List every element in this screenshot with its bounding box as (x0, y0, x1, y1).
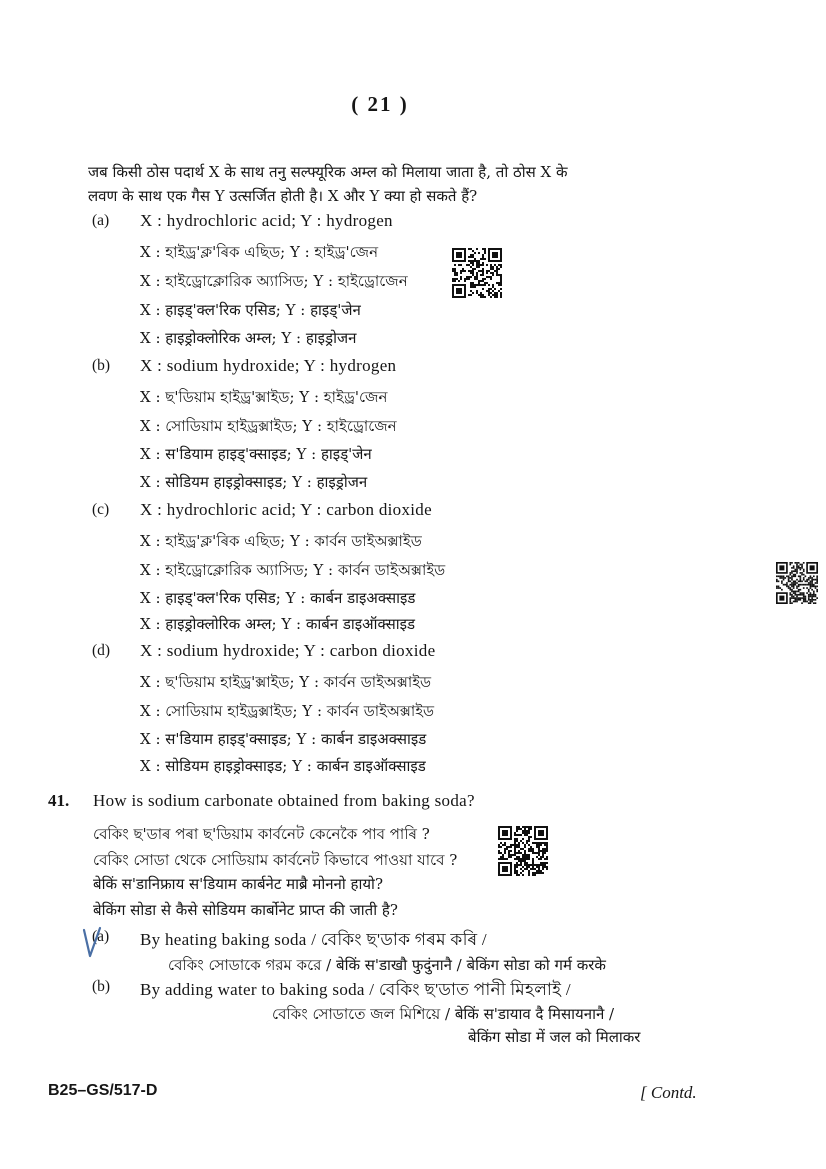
option-a-label: (a) (92, 212, 110, 229)
option-b-label: (b) (92, 357, 111, 374)
option-c-label: (c) (92, 501, 110, 518)
option-d-line: X : সোডিয়াম হাইড্রক্সাইড; Y : কার্বন ডাইঅক্সাইড (140, 702, 435, 720)
paper-code-prefix: B25–GS/ (48, 1082, 114, 1099)
option-b-line: X : ছ'ডিয়াম হাইড্ৰ'ক্সাইড; Y : হাইড্ৰ'জেন (140, 388, 388, 406)
option-a-line: X : हाइड्रोक्लोरिक अम्ल; Y : हाइड्रोजन (140, 329, 357, 347)
option-b-line: X : स'डियाम हाइड्'क्साइड; Y : हाइड्'जेन (140, 445, 372, 463)
option-c-line: X : हाइड्'क्ल'रिक एसिड; Y : कार्बन डाइअक्साइड (140, 589, 416, 607)
q41-hindi: बेकिंग सोडा से कैसे सोडियम कार्बोनेट प्राप्त की जाती है? (93, 901, 398, 919)
q40-hindi-line1: जब किसी ठोस पदार्थ X के साथ तनु सल्फ्यूरिक अम्ल को मिलाया जाता है, तो ठोस X के (88, 163, 568, 181)
option-a-line: X : হাইড্রোক্লোরিক অ্যাসিড; Y : হাইড্রোজেন (140, 272, 408, 290)
q41-option-b-line1: By adding water to baking soda / বেকিং ছ'ডাত পানী মিহলাই / (140, 980, 571, 999)
option-c-english: X : hydrochloric acid; Y : carbon dioxide (140, 500, 432, 519)
option-a-line: X : हाइड्'क्ल'रिक एसिड; Y : हाइड्'जेन (140, 301, 361, 319)
q41-english: How is sodium carbonate obtained from baking soda? (93, 791, 475, 810)
q41-option-a-line1: By heating baking soda / বেকিং ছ'ডাক গৰম কৰি / (140, 930, 487, 949)
page-number: ( 21 ) (351, 92, 409, 116)
q41-bodo: बेकिं स'डानिफ्राय स'डियाम कार्बनेट माब्रै मोननो हायो? (93, 875, 383, 893)
option-a-line: X : হাইড্ৰ'ক্ল'ৰিক এছিড; Y : হাইড্ৰ'জেন (140, 243, 379, 261)
q41-number: 41. (48, 791, 70, 810)
option-d-english: X : sodium hydroxide; Y : carbon dioxide (140, 641, 436, 660)
q41-assamese: বেকিং ছ'ডাৰ পৰা ছ'ডিয়াম কাৰ্বনেট কেনেকৈ পাব পাৰি ? (93, 825, 430, 843)
q41-bengali: বেকিং সোডা থেকে সোডিয়াম কার্বনেট কিভাবে পাওয়া যাবে ? (93, 851, 458, 869)
qr-code-icon (452, 248, 502, 298)
option-b-line: X : सोडियम हाइड्रोक्साइड; Y : हाइड्रोजन (140, 473, 368, 491)
tick-mark-icon (78, 922, 118, 962)
paper-code (48, 1082, 157, 1100)
q41-option-b-line2: বেকিং সোডাতে জল মিশিয়ে / बेकिं स'डायाव दै मिसायनानै / (272, 1005, 615, 1023)
q41-option-b-line3: बेकिंग सोडा में जल को मिलाकर (468, 1028, 641, 1046)
q41-option-a-label: (a) (92, 928, 110, 945)
option-d-line: X : ছ'ডিয়াম হাইড্ৰ'ক্সাইড; Y : কাৰ্বন ডাইঅক্সাইড (140, 673, 432, 691)
option-c-line: X : हाइड्रोक्लोरिक अम्ल; Y : कार्बन डाइऑक्साइड (140, 615, 416, 633)
option-c-line: X : হাইড্রোক্লোরিক অ্যাসিড; Y : কার্বন ডাইঅক্সাইড (140, 561, 446, 579)
option-d-line: X : स'डियाम हाइड्'क्साइड; Y : कार्बन डाइअक्साइड (140, 730, 427, 748)
option-d-line: X : सोडियम हाइड्रोक्साइड; Y : कार्बन डाइऑक्साइड (140, 757, 426, 775)
option-b-line: X : সোডিয়াম হাইড্রক্সাইড; Y : হাইড্রোজেন (140, 417, 397, 435)
option-d-label: (d) (92, 642, 111, 659)
option-c-line: X : হাইড্ৰ'ক্ল'ৰিক এছিড; Y : কাৰ্বন ডাইঅক্সাইড (140, 532, 422, 550)
option-a-english: X : hydrochloric acid; Y : hydrogen (140, 211, 393, 230)
q41-option-a-line2: বেকিং সোডাকে গরম করে / बेकिं स'डाखौ फुदुंनानै / बेकिंग सोडा को गर्म करके (168, 956, 606, 974)
q41-option-b-label: (b) (92, 978, 111, 995)
continued-marker: [ Contd. (640, 1083, 697, 1102)
q40-hindi-line2: लवण के साथ एक गैस Y उत्सर्जित होती है। X और Y क्या हो सकते हैं? (88, 187, 478, 205)
qr-code-icon (498, 826, 548, 876)
option-b-english: X : sodium hydroxide; Y : hydrogen (140, 356, 397, 375)
paper-code-series: 517-D (113, 1082, 158, 1099)
qr-code-icon (776, 562, 818, 604)
